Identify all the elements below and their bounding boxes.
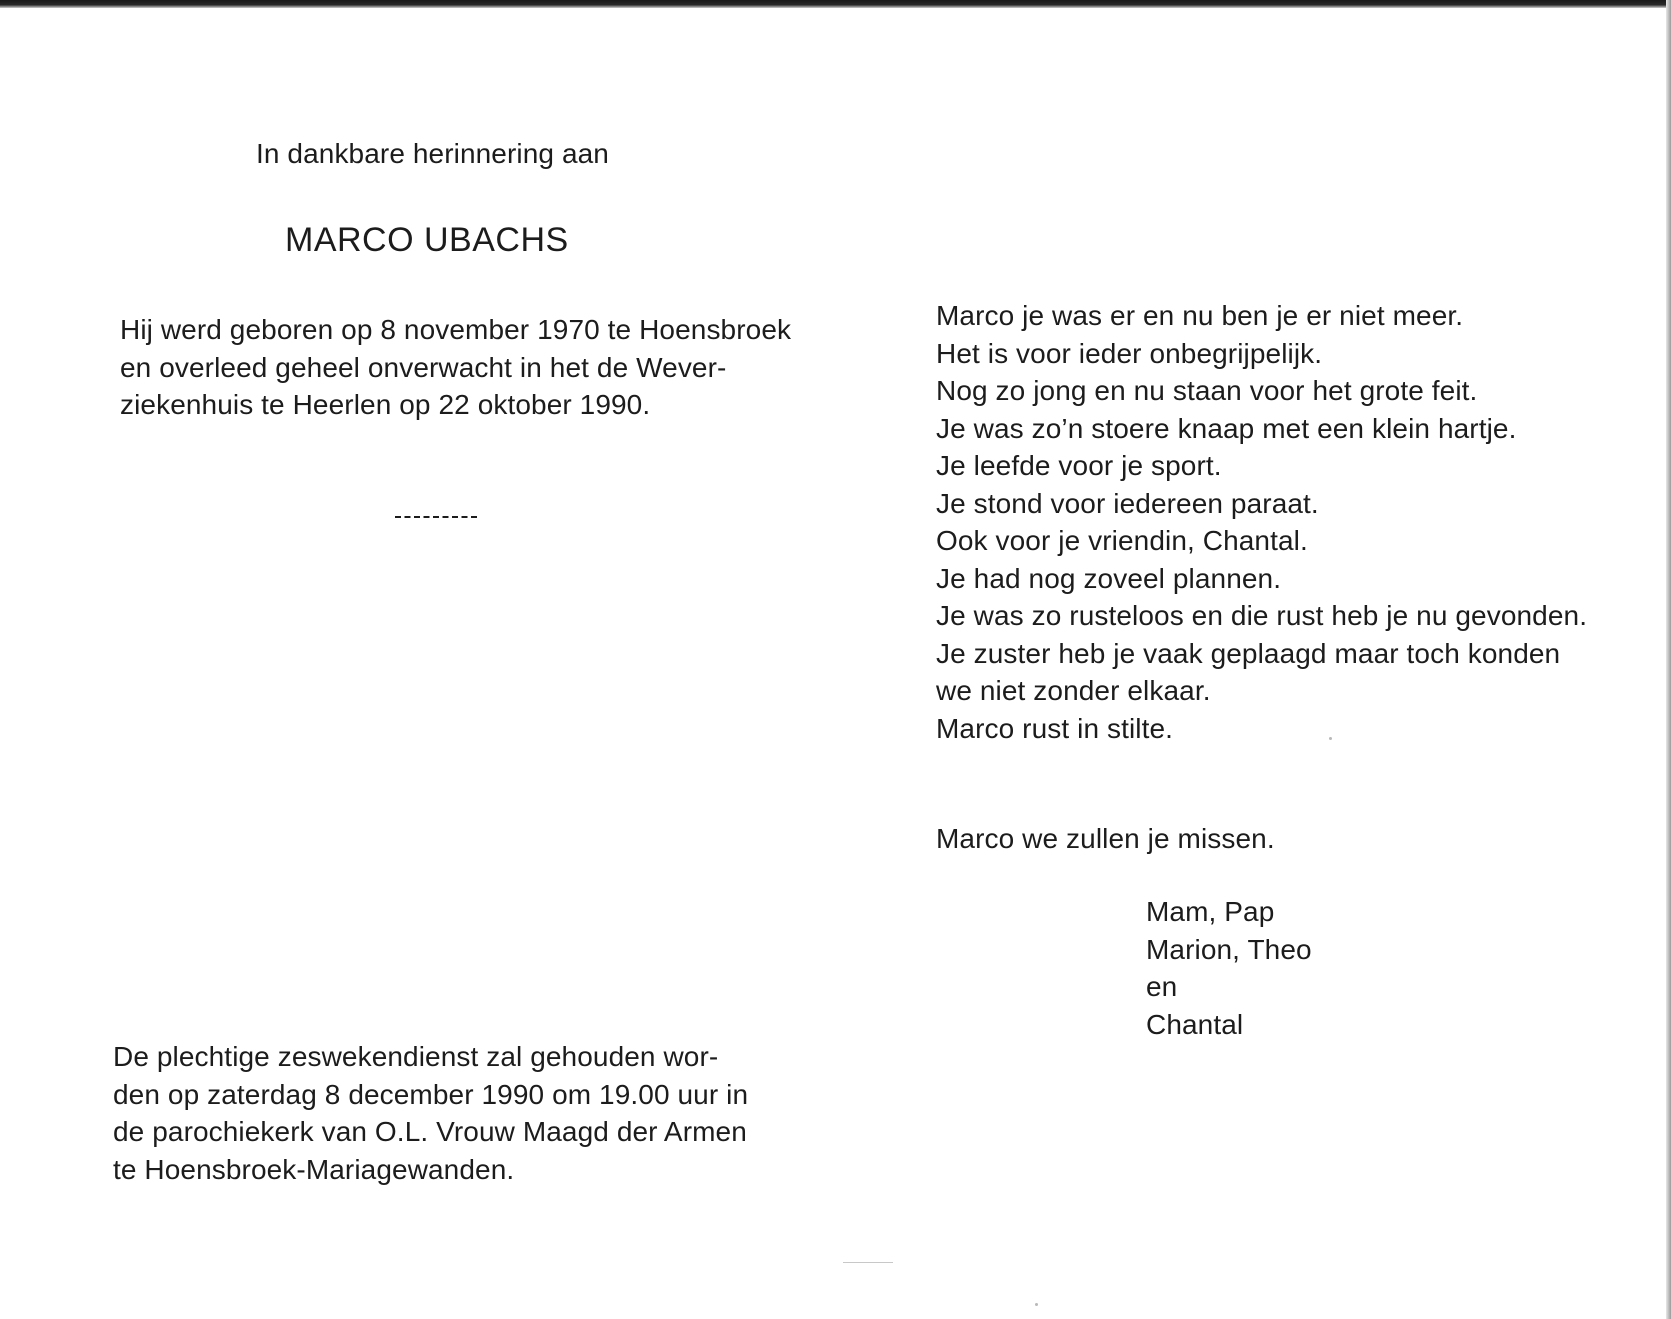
poem-line: Ook voor je vriendin, Chantal. (936, 525, 1308, 556)
poem-line: Je had nog zoveel plannen. (936, 562, 1282, 594)
poem-line: we niet zonder elkaar. (936, 675, 1211, 706)
service-line: te Hoensbroek-Mariagewanden. (113, 1153, 515, 1185)
signoff-line: Marion, Theo (1146, 933, 1312, 965)
service-line: De plechtige zeswekendienst zal gehouden wor- (113, 1041, 719, 1072)
scan-speck (1035, 1303, 1038, 1306)
poem-line: Het is voor ieder onbegrijpelijk. (936, 337, 1323, 369)
signoff-line: Mam, Pap (1146, 896, 1275, 927)
poem-line: Je leefde voor je sport. (936, 450, 1222, 481)
poem-line: Je stond voor iedereen paraat. (936, 487, 1319, 519)
bio-paragraph (120, 311, 791, 424)
service-paragraph (113, 1038, 748, 1188)
poem-line: Nog zo jong en nu staan voor het grote feit. (936, 375, 1478, 406)
intro-text: In dankbare herinnering aan (256, 138, 609, 169)
poem-line: Marco rust in stilte. (936, 712, 1174, 744)
signoff-line: en (1146, 971, 1178, 1002)
poem-line: Je zuster heb je vaak geplaagd maar toch konden (936, 637, 1561, 669)
separator-dashes (395, 516, 477, 518)
poem-line: Je was zo’n stoere knaap met een klein hartje. (936, 412, 1517, 444)
service-line: den op zaterdag 8 december 1990 om 19.00 uur in (113, 1078, 749, 1110)
signoff-line: Chantal (1146, 1008, 1244, 1040)
right-panel (836, 0, 1671, 1319)
poem (936, 297, 1587, 747)
bio-line: en overleed geheel onverwacht in het de Wever- (120, 351, 727, 383)
deceased-name: MARCO UBACHS (285, 221, 569, 259)
scan-speck (1329, 737, 1332, 740)
closing-line: Marco we zullen je missen. (936, 823, 1275, 854)
poem-line: Je was zo rusteloos en die rust heb je nu gevonden. (936, 600, 1588, 631)
bio-line: ziekenhuis te Heerlen op 22 oktober 1990. (120, 389, 651, 420)
service-line: de parochiekerk van O.L. Vrouw Maagd der Armen (113, 1116, 747, 1147)
bio-line: Hij werd geboren op 8 november 1970 te Hoensbroek (120, 314, 792, 345)
poem-line: Marco je was er en nu ben je er niet meer. (936, 300, 1464, 331)
signoff (1146, 893, 1312, 1043)
